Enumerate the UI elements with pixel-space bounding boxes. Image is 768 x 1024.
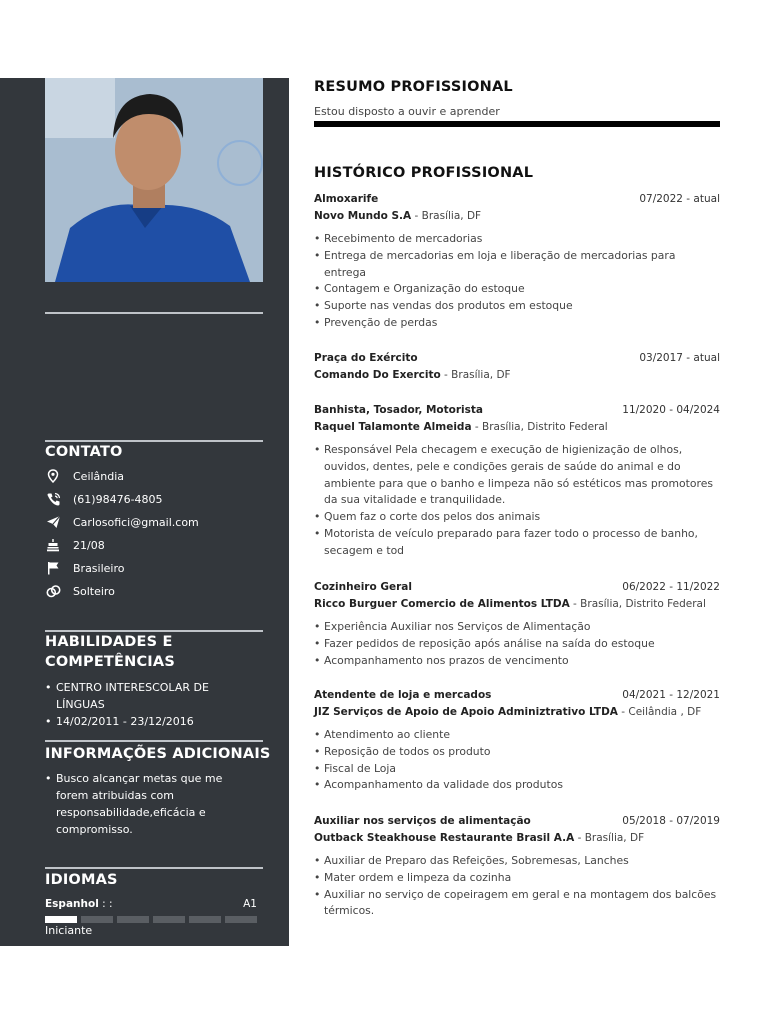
rings-icon [45, 583, 61, 599]
info-title: INFORMAÇÕES ADICIONAIS [45, 746, 271, 762]
list-item: • Entrega de mercadorias em loja e liberação de mercadorias para entrega [314, 248, 720, 282]
profile-photo [45, 78, 263, 282]
job-role: Atendente de loja e mercados [314, 689, 492, 701]
job-duties [314, 619, 720, 669]
contact-title: CONTATO [45, 444, 123, 460]
list-item: • Fiscal de Loja [314, 761, 720, 778]
job-duties [314, 442, 720, 560]
info-list [45, 770, 260, 838]
contact-phone [45, 490, 163, 508]
list-item: • CENTRO INTERESCOLAR DE LÍNGUAS [45, 679, 260, 713]
language-row [45, 898, 257, 910]
job-role: Banhista, Tosador, Motorista [314, 404, 483, 416]
job-period: 06/2022 - 11/2022 [622, 581, 720, 593]
list-item: • Acompanhamento nos prazos de vencimento [314, 653, 720, 670]
job-location: - Brasília, DF [440, 369, 511, 381]
job-location: - Brasília, Distrito Federal [471, 421, 608, 433]
list-item: • Mater ordem e limpeza da cozinha [314, 870, 720, 887]
job-role: Almoxarife [314, 193, 379, 205]
job-atendente [314, 687, 720, 794]
job-role: Auxiliar nos serviços de alimentação [314, 815, 531, 827]
list-item: • Recebimento de mercadorias [314, 231, 720, 248]
list-item: • Prevenção de perdas [314, 315, 720, 332]
list-item: • Responsável Pela checagem e execução de higienização de olhos, ouvidos, dentes, pele e condições gerais de saúde do animal e do ambiente para que o banho e limpeza não só estéticos mas promotores da sua vitalidade e tranquilidade. [314, 442, 720, 509]
list-item: • Auxiliar de Preparo das Refeições, Sobremesas, Lanches [314, 853, 720, 870]
contact-birthday-text: 21/08 [73, 538, 105, 552]
summary-title: RESUMO PROFISSIONAL [314, 79, 513, 95]
job-period: 07/2022 - atual [639, 193, 720, 205]
contact-nationality [45, 559, 125, 577]
list-item: • Reposição de todos os produto [314, 744, 720, 761]
contact-nationality-text: Brasileiro [73, 561, 125, 575]
languages-title: IDIOMAS [45, 872, 118, 888]
job-period: 04/2021 - 12/2021 [622, 689, 720, 701]
contact-email[interactable] [45, 513, 199, 531]
job-duties [314, 853, 720, 920]
contact-marital-status [45, 582, 115, 600]
job-period: 11/2020 - 04/2024 [622, 404, 720, 416]
language-level-segment [45, 916, 77, 923]
list-item: • Contagem e Organização do estoque [314, 281, 720, 298]
list-item: • Motorista de veículo preparado para fazer todo o processo de banho, secagem e tod [314, 526, 720, 560]
history-title: HISTÓRICO PROFISSIONAL [314, 165, 534, 181]
job-banhista [314, 402, 720, 560]
list-item: • 14/02/2011 - 23/12/2016 [45, 713, 260, 730]
list-item: • Experiência Auxiliar nos Serviços de Alimentação [314, 619, 720, 636]
language-level-bar [45, 916, 257, 923]
language-name: Espanhol [45, 898, 99, 910]
job-auxiliar-alimentacao [314, 813, 720, 920]
skills-title: HABILIDADES E COMPETÊNCIAS [45, 634, 175, 670]
job-almoxarife [314, 191, 720, 332]
phone-icon [45, 491, 61, 507]
language-name-wrap [45, 898, 113, 910]
job-company: Comando Do Exercito [314, 369, 441, 381]
job-role: Cozinheiro Geral [314, 581, 412, 593]
skills-list [45, 679, 260, 730]
job-company: JIZ Serviços de Apoio de Apoio Adminiztrativo LTDA [314, 706, 618, 718]
job-location: - Brasília, DF [411, 210, 482, 222]
job-company: Raquel Talamonte Almeida [314, 421, 472, 433]
language-level-segment [81, 916, 113, 923]
list-item: • Quem faz o corte dos pelos dos animais [314, 509, 720, 526]
send-icon [45, 514, 61, 530]
list-item: • Busco alcançar metas que me forem atribuidas com responsabilidade,eficácia e compromisso. [45, 770, 246, 838]
list-item: • Atendimento ao cliente [314, 727, 720, 744]
language-level-segment [189, 916, 221, 923]
birthday-cake-icon [45, 537, 61, 553]
location-pin-icon [45, 468, 61, 484]
list-item: • Acompanhamento da validade dos produtos [314, 777, 720, 794]
list-item: • Auxiliar no serviço de copeiragem em geral e na montagem dos balcões térmicos. [314, 887, 720, 921]
list-item: • Suporte nas vendas dos produtos em estoque [314, 298, 720, 315]
job-company: Outback Steakhouse Restaurante Brasil A.A [314, 832, 575, 844]
job-company: Ricco Burguer Comercio de Alimentos LTDA [314, 598, 570, 610]
job-period: 03/2017 - atual [639, 352, 720, 364]
job-cozinheiro [314, 579, 720, 669]
language-level-code: A1 [243, 898, 257, 910]
language-level-segment [117, 916, 149, 923]
job-location: - Brasília, Distrito Federal [569, 598, 706, 610]
language-level-segment [225, 916, 257, 923]
job-praca-exercito [314, 350, 720, 384]
contact-marital-status-text: Solteiro [73, 584, 115, 598]
language-level-label: Iniciante [45, 924, 93, 937]
list-item: • Fazer pedidos de reposição após análise na saída do estoque [314, 636, 720, 653]
summary-text: Estou disposto a ouvir e aprender [314, 105, 500, 118]
contact-email-text[interactable]: Carlosofici@gmail.com [73, 515, 199, 529]
job-location: - Brasília, DF [574, 832, 645, 844]
job-period: 05/2018 - 07/2019 [622, 815, 720, 827]
language-level-segment [153, 916, 185, 923]
info-divider [45, 740, 263, 742]
job-location: - Ceilândia , DF [617, 706, 702, 718]
contact-birthday [45, 536, 105, 554]
contact-location [45, 467, 124, 485]
photo-divider [45, 312, 263, 314]
language-separator: : : [102, 898, 113, 910]
languages-divider [45, 867, 263, 869]
job-duties [314, 727, 720, 794]
job-role: Praça do Exército [314, 352, 418, 364]
flag-icon [45, 560, 61, 576]
sidebar [0, 78, 289, 946]
summary-divider [314, 121, 720, 127]
job-company: Novo Mundo S.A [314, 210, 412, 222]
contact-location-text: Ceilândia [73, 469, 125, 483]
contact-phone-text: (61)98476-4805 [73, 492, 163, 506]
job-duties [314, 231, 720, 332]
